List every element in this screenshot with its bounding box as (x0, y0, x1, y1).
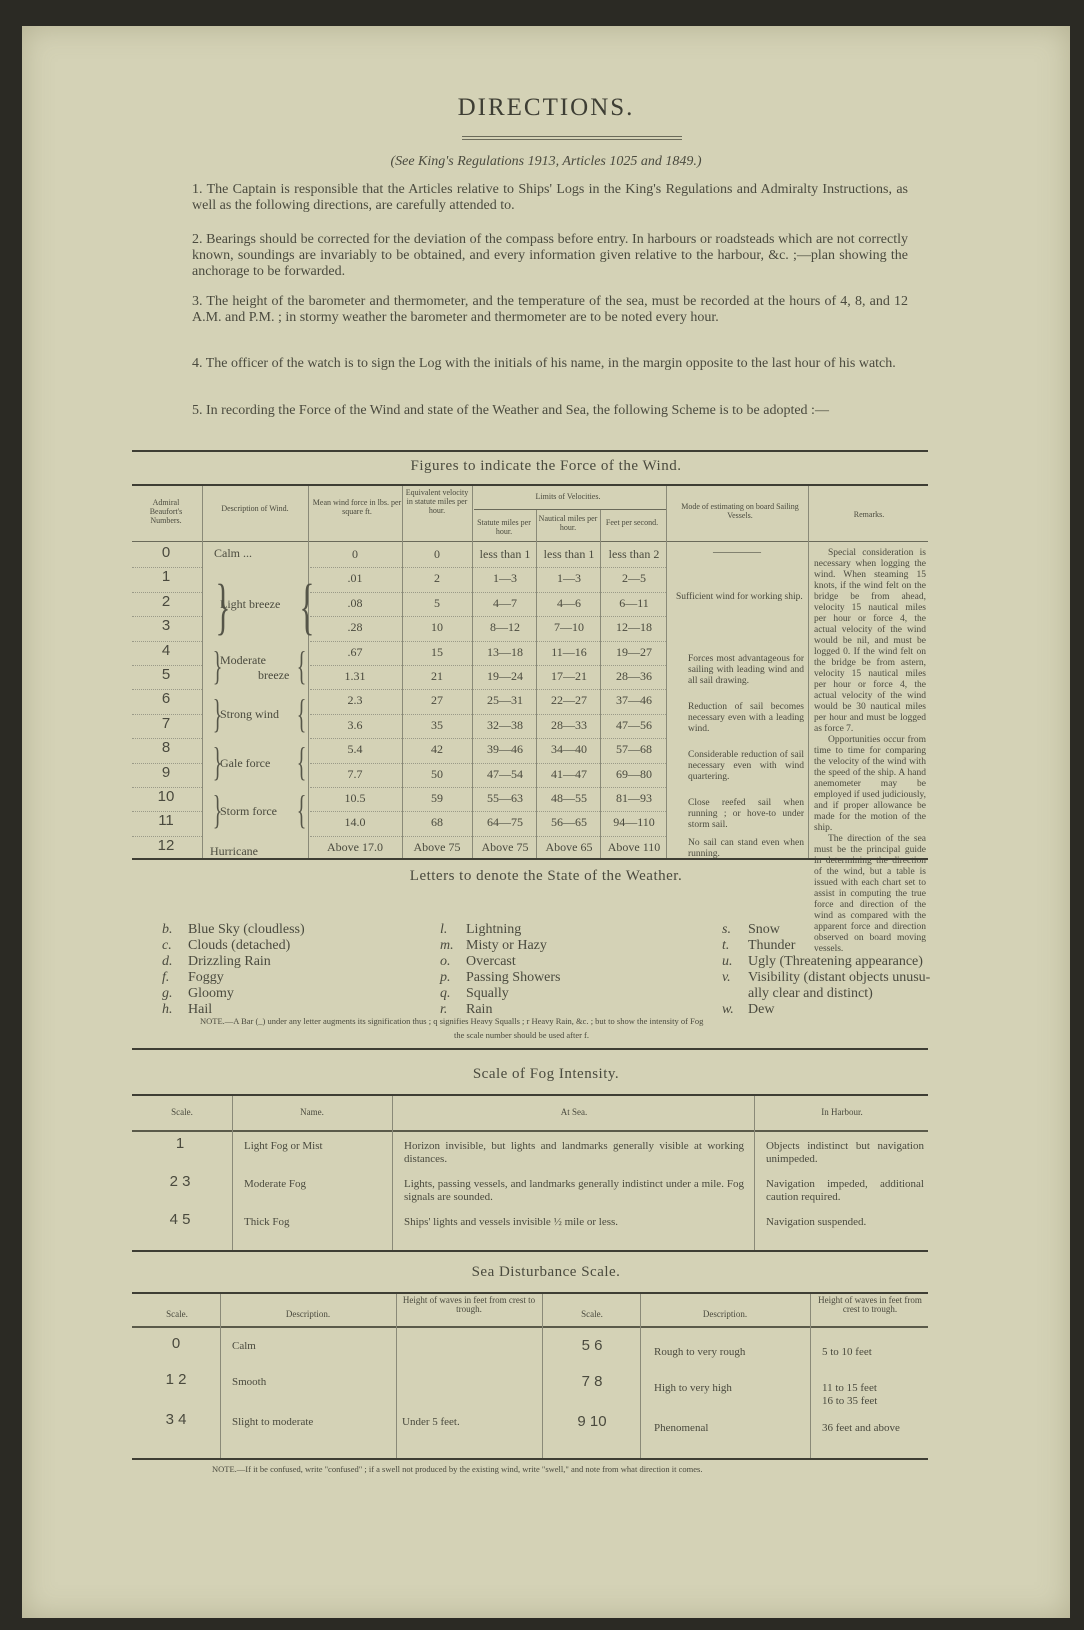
nautical-limit: 22—27 (551, 693, 587, 708)
wind-row-rule (132, 811, 202, 812)
weather-item (162, 922, 305, 938)
remarks-paragraph-2: Opportunities occur from time to time for comparing the velocity of the wind with the speed of the ship. A hand anemometer may be employed if used judiciously, and if proper allowance be made for the motion of the ship. (814, 735, 926, 833)
beaufort-number: 6 (161, 690, 171, 708)
desc-light-breeze: Light breeze (220, 597, 281, 611)
wind-velocity: 68 (431, 815, 443, 830)
statute-limit: Above 75 (481, 839, 529, 854)
sea-description: Slight to moderate (232, 1416, 314, 1428)
beaufort-number: 4 (161, 641, 171, 659)
sea-title: Sea Disturbance Scale. (471, 1264, 621, 1280)
wind-col-divider (402, 486, 403, 858)
nautical-limit: less than 1 (543, 547, 595, 561)
beaufort-number: 12 (157, 836, 175, 854)
wind-row-rule (310, 714, 666, 715)
fog-header-harbour: In Harbour. (821, 1107, 863, 1117)
wind-pressure: 7.7 (347, 766, 363, 781)
sea-description: High to very high (654, 1382, 732, 1394)
header-nautical: Nautical miles per hour. (538, 514, 598, 532)
header-velocity: Equivalent velocity in statute miles per hour. (405, 488, 469, 515)
wind-pressure: Above 17.0 (327, 839, 383, 854)
nautical-limit: 48—55 (551, 791, 587, 805)
sea-scale: 1 2 (165, 1371, 187, 1388)
feet-limit: 69—80 (616, 766, 652, 781)
wind-velocity: Above 75 (413, 839, 461, 854)
desc-storm-force: Storm force (220, 804, 277, 818)
beaufort-number: 10 (157, 788, 175, 805)
weather-item (440, 938, 547, 954)
wind-row-rule (132, 787, 202, 788)
sea-description: Rough to very rough (654, 1346, 746, 1358)
fog-header-rule (132, 1130, 928, 1132)
fog-name: Moderate Fog (244, 1178, 307, 1190)
beaufort-number: 11 (158, 812, 174, 830)
fog-in-harbour: Objects indistinct but navigation unimpeded. (766, 1140, 924, 1165)
nautical-limit: 28—33 (551, 717, 587, 732)
wind-row-rule (310, 665, 666, 666)
wind-velocity: 35 (431, 717, 443, 732)
paragraph-2: 2. Bearings should be corrected for the deviation of the compass before entry. In harbours or roadsteads which are not correctly known, soundings are invariably to be obtained, and every information given relative to the harbour, &c. ;—plan showing the anchorage to be forwarded. (192, 232, 908, 279)
header-beaufort: Admiral Beaufort's Numbers. (149, 498, 183, 525)
weather-meaning: Gloomy (188, 986, 234, 1001)
weather-title: Letters to denote the State of the Weather. (409, 868, 683, 884)
wind-col-divider (666, 486, 667, 858)
wind-velocity: 15 (431, 644, 443, 659)
feet-limit: 94—110 (613, 815, 655, 830)
page-title: DIRECTIONS. (457, 94, 635, 121)
beaufort-number: 3 (161, 617, 171, 635)
sea-wave-height: 36 feet and above (822, 1422, 900, 1434)
weather-letter: h. (162, 1002, 173, 1017)
wind-row-rule (132, 616, 202, 617)
statute-limit: 55—63 (487, 791, 523, 805)
paragraph-1: 1. The Captain is responsible that the Articles relative to Ships' Logs in the King's Regulations and Admiralty Instructions, as well as the following directions, are carefully attended to. (192, 182, 908, 213)
beaufort-number: 2 (161, 592, 171, 610)
nautical-limit: 41—47 (551, 766, 587, 781)
wind-row-rule (310, 738, 666, 739)
nautical-limit: 56—65 (551, 815, 587, 830)
log-page (22, 26, 1070, 1618)
wind-col-divider (808, 486, 809, 858)
wind-row-rule (310, 567, 666, 568)
weather-letter: u. (722, 954, 733, 969)
sea-description: Phenomenal (654, 1422, 709, 1434)
wind-velocity: 2 (434, 571, 440, 586)
mode-moderate: Forces most advantageous for sailing with leading wind and all sail drawing. (688, 654, 804, 686)
statute-limit: 1—3 (493, 571, 517, 586)
wind-pressure: 0 (352, 547, 358, 561)
wind-row-rule (310, 811, 666, 812)
weather-item (722, 1002, 774, 1018)
weather-item (162, 970, 224, 986)
feet-limit: 19—27 (616, 644, 652, 659)
feet-limit: 6—11 (619, 595, 649, 610)
weather-letter: d. (162, 954, 173, 969)
weather-bottom-rule (132, 1048, 928, 1050)
header-mode: Mode of estimating on board Sailing Vessels. (681, 502, 799, 520)
nautical-limit: 17—21 (551, 669, 587, 683)
weather-item (440, 922, 521, 938)
fog-in-harbour: Navigation suspended. (766, 1216, 867, 1228)
feet-limit: 2—5 (622, 571, 646, 586)
sea-col-divider (220, 1294, 221, 1458)
sea-scale: 3 4 (165, 1411, 187, 1428)
statute-limit: 25—31 (487, 693, 523, 708)
weather-letter: b. (162, 922, 173, 937)
wind-velocity: 0 (434, 547, 440, 561)
fog-scale: 2 3 (169, 1173, 191, 1190)
weather-letter: f. (162, 970, 170, 985)
weather-letter: o. (440, 954, 451, 969)
weather-meaning: Misty or Hazy (466, 938, 547, 953)
weather-item (440, 986, 509, 1002)
feet-limit: less than 2 (608, 547, 660, 561)
wind-row-rule (310, 763, 666, 764)
weather-note-line-2: the scale number should be used after f. (454, 1030, 590, 1040)
weather-letter: l. (440, 922, 448, 937)
feet-limit: 12—18 (616, 620, 652, 635)
nautical-limit: 11—16 (551, 644, 587, 659)
statute-limit: 32—38 (487, 717, 523, 732)
wind-row-rule (132, 714, 202, 715)
desc-brace: } (212, 691, 223, 736)
fog-scale: 1 (175, 1135, 185, 1152)
fog-col-divider (392, 1096, 393, 1250)
mode-gale: Considerable reduction of sail necessary even with wind quartering. (688, 750, 804, 782)
desc-moderate-breeze: breeze (258, 668, 290, 682)
wind-velocity: 42 (431, 742, 443, 757)
weather-item (162, 938, 290, 954)
beaufort-number: 8 (161, 739, 171, 757)
wind-col-divider (202, 486, 203, 858)
wind-pressure: 1.31 (344, 669, 366, 683)
wind-row-rule (132, 738, 202, 739)
desc-brace: } (215, 573, 231, 641)
sea-scale: 7 8 (581, 1373, 603, 1390)
feet-limit: 28—36 (616, 669, 652, 683)
fog-in-harbour: Navigation impeded, additional caution required. (766, 1178, 924, 1203)
wind-pressure: 2.3 (347, 693, 363, 708)
sea-wave-height: 16 to 35 feet (822, 1395, 878, 1407)
fog-header-scale: Scale. (171, 1107, 193, 1117)
weather-meaning: Passing Showers (466, 970, 561, 985)
sea-header-description-left: Description. (285, 1309, 331, 1319)
sea-note: NOTE.—If it be confused, write "confused" ; if a swell not produced by the existing wind, write "swell," and note from what direction it comes. (212, 1464, 703, 1474)
feet-limit: 57—68 (616, 742, 652, 757)
sea-col-divider (396, 1294, 397, 1458)
desc-gale-force: Gale force (220, 756, 271, 770)
mode-strong: Reduction of sail becomes necessary even with a leading wind. (688, 702, 804, 734)
nautical-limit: 7—10 (554, 620, 584, 635)
weather-letter: v. (722, 970, 731, 985)
wind-row-rule (132, 763, 202, 764)
sea-header-scale-left: Scale. (166, 1309, 188, 1319)
wind-row-rule (310, 616, 666, 617)
weather-item (162, 986, 234, 1002)
desc-moderate: Moderate (220, 653, 266, 667)
wind-row-rule (310, 836, 666, 837)
weather-item (722, 986, 873, 1002)
sea-bottom-rule (132, 1458, 928, 1460)
sea-description: Calm (232, 1340, 256, 1352)
beaufort-number: 0 (161, 544, 171, 561)
wind-bottom-rule (132, 858, 928, 860)
sea-top-rule (132, 1292, 928, 1294)
statute-limit: 19—24 (487, 669, 523, 683)
sea-col-divider (640, 1294, 641, 1458)
wind-pressure: .08 (347, 595, 363, 610)
weather-letter: r. (440, 1002, 448, 1017)
paragraph-5: 5. In recording the Force of the Wind and state of the Weather and Sea, the following Scheme is to be adopted :— (192, 403, 829, 418)
desc-brace: { (299, 573, 315, 641)
wind-row-rule (132, 567, 202, 568)
header-remarks: Remarks. (853, 510, 885, 519)
mode-light: Sufficient wind for working ship. (676, 592, 803, 602)
header-statute: Statute miles per hour. (477, 518, 531, 536)
page-subtitle: (See King's Regulations 1913, Articles 1025 and 1849.) (390, 154, 702, 169)
sea-header-height-right: Height of waves in feet from crest to trough. (818, 1295, 922, 1314)
wind-row-rule (132, 836, 202, 837)
statute-limit: 47—54 (487, 766, 523, 781)
wind-row-rule (310, 641, 666, 642)
wind-pressure: 10.5 (344, 791, 366, 805)
header-pressure: Mean wind force in lbs. per square ft. (312, 498, 402, 516)
weather-letter: s. (722, 922, 731, 937)
sea-wave-height: Under 5 feet. (402, 1416, 460, 1428)
beaufort-number: 7 (161, 714, 171, 732)
nautical-limit: 4—6 (557, 595, 581, 610)
weather-meaning: Clouds (detached) (188, 938, 291, 953)
weather-note-line-1: NOTE.—A Bar (_) under any letter augments its signification thus ; q signifies Heavy Squalls ; r Heavy Rain, &c. ; but to show the intensity of Fog (200, 1016, 704, 1026)
wind-pressure: 3.6 (347, 717, 363, 732)
wind-row-rule (310, 689, 666, 690)
weather-letter: g. (162, 986, 173, 1001)
beaufort-number: 1 (161, 568, 171, 586)
weather-meaning: Blue Sky (cloudless) (188, 922, 305, 937)
fog-name: Light Fog or Mist (244, 1140, 323, 1152)
weather-meaning: Dew (748, 1002, 775, 1017)
weather-item (162, 954, 271, 970)
weather-meaning: Foggy (188, 970, 224, 985)
weather-letter: w. (722, 1002, 734, 1017)
fog-at-sea: Lights, passing vessels, and landmarks generally indistinct under a mile. Fog signals are sounded. (404, 1178, 744, 1203)
wind-pressure: .67 (347, 644, 363, 659)
weather-letter: c. (162, 938, 172, 953)
wind-top-rule (132, 450, 928, 452)
desc-brace: } (212, 739, 223, 784)
weather-meaning: Thunder (748, 938, 796, 953)
wind-col-divider (600, 510, 601, 858)
feet-limit: Above 110 (607, 839, 661, 854)
weather-letter: q. (440, 986, 451, 1001)
weather-item (722, 922, 780, 938)
statute-limit: less than 1 (479, 547, 531, 561)
fog-bottom-rule (132, 1250, 928, 1252)
fog-title: Scale of Fog Intensity. (472, 1066, 620, 1082)
nautical-limit: 1—3 (557, 571, 581, 586)
fog-top-rule (132, 1094, 928, 1096)
desc-calm: Calm ... (214, 546, 252, 560)
wind-col-divider (472, 486, 473, 858)
weather-letter: p. (440, 970, 451, 985)
wind-pressure: .28 (347, 620, 363, 635)
weather-meaning: ally clear and distinct) (748, 986, 873, 1001)
fog-name: Thick Fog (244, 1216, 290, 1228)
statute-limit: 64—75 (487, 815, 523, 830)
wind-velocity: 27 (431, 693, 443, 708)
sea-header-rule (132, 1326, 928, 1328)
desc-brace: { (296, 787, 307, 832)
mode-calm: ———— (713, 544, 761, 558)
fog-header-name: Name. (300, 1107, 324, 1117)
feet-limit: 81—93 (616, 791, 652, 805)
weather-item (440, 970, 561, 986)
weather-letter: m. (440, 938, 454, 953)
nautical-limit: 34—40 (551, 742, 587, 757)
feet-limit: 37—46 (616, 693, 652, 708)
wind-row-rule (132, 665, 202, 666)
header-feet: Feet per second. (605, 518, 659, 527)
wind-col-divider (308, 486, 309, 858)
weather-meaning: Ugly (Threatening appearance) (748, 954, 923, 969)
sea-description: Smooth (232, 1376, 267, 1388)
wind-row-rule (132, 641, 202, 642)
wind-velocity: 21 (431, 669, 443, 683)
wind-row-rule (132, 592, 202, 593)
fog-header-sea: At Sea. (560, 1107, 588, 1117)
wind-row-rule (132, 689, 202, 690)
wind-row-rule (310, 787, 666, 788)
header-description: Description of Wind. (221, 504, 289, 513)
desc-brace: { (296, 643, 307, 688)
desc-hurricane: Hurricane (210, 844, 258, 858)
paragraph-3: 3. The height of the barometer and thermometer, and the temperature of the sea, must be recorded at the hours of 4, 8, and 12 A.M. and P.M. ; in stormy weather the barometer and thermometer are to be noted every hour. (192, 294, 908, 325)
desc-brace: { (296, 739, 307, 784)
header-limits: Limits of Velocities. (535, 492, 601, 501)
remarks-paragraph-3: The direction of the sea must be the principal guide in determining the direction of the wind, but a table is issued with each chart set to assist in computing the true force and direction of the wind as compared with the apparent force and direction observed on board moving vessels. (814, 834, 926, 954)
fog-at-sea: Ships' lights and vessels invisible ½ mile or less. (404, 1216, 619, 1228)
remarks-paragraph-1: Special consideration is necessary when logging the wind. When steaming 15 knots, if the wind felt on the bridge be from ahead, velocity 15 nautical miles per hour or force 4, the actual velocity of the wind would be nil, and must be logged 0. If the wind felt on the bridge be from astern, velocity 15 nautical miles per hour or force 4, the actual velocity of the wind would be 30 nautical miles per hour and must be logged as force 7. (814, 548, 926, 734)
wind-row-rule (310, 592, 666, 593)
wind-pressure: 14.0 (344, 815, 366, 830)
fog-at-sea: Horizon invisible, but lights and landmarks generally visible at working distances. (404, 1140, 744, 1165)
title-rule (462, 136, 682, 140)
weather-meaning: Lightning (466, 922, 522, 937)
desc-brace: } (212, 787, 223, 832)
fog-col-divider (754, 1096, 755, 1250)
desc-strong-wind: Strong wind (220, 707, 280, 721)
weather-meaning: Rain (466, 1002, 493, 1017)
weather-item (722, 954, 923, 970)
weather-meaning: Visibility (distant objects unusu- (748, 970, 931, 985)
desc-brace: { (296, 691, 307, 736)
statute-limit: 4—7 (493, 595, 517, 610)
paragraph-4: 4. The officer of the watch is to sign the Log with the initials of his name, in the margin opposite to the last hour of his watch. (192, 356, 896, 371)
statute-limit: 39—46 (487, 742, 523, 757)
sea-scale: 9 10 (577, 1413, 607, 1430)
sea-col-divider (542, 1294, 543, 1458)
sea-scale: 5 6 (581, 1337, 603, 1354)
beaufort-number: 9 (161, 763, 171, 781)
sea-header-scale-right: Scale. (581, 1309, 603, 1319)
weather-meaning: Hail (188, 1002, 213, 1017)
sea-scale: 0 (171, 1335, 181, 1352)
weather-item (722, 970, 930, 986)
fog-scale: 4 5 (169, 1211, 191, 1228)
wind-col-divider (536, 510, 537, 858)
sea-header-description-right: Description. (702, 1309, 748, 1319)
mode-hurricane: No sail can stand even when running. (688, 838, 804, 859)
weather-meaning: Drizzling Rain (188, 954, 271, 969)
wind-velocity: 5 (434, 595, 440, 610)
sea-col-divider (810, 1294, 811, 1458)
wind-pressure: .01 (347, 571, 363, 586)
wind-pressure: 5.4 (347, 742, 363, 757)
wind-remarks (814, 548, 926, 955)
wind-velocity: 50 (431, 766, 443, 781)
weather-letter: t. (722, 938, 730, 953)
weather-meaning: Snow (748, 922, 780, 937)
wind-table-title: Figures to indicate the Force of the Wind. (410, 458, 682, 474)
nautical-limit: Above 65 (545, 839, 593, 854)
mode-storm: Close reefed sail when running ; or hove-to under storm sail. (688, 798, 804, 830)
statute-limit: 8—12 (490, 620, 520, 635)
feet-limit: 47—56 (616, 717, 652, 732)
weather-meaning: Overcast (466, 954, 516, 969)
sea-wave-height: 11 to 15 feet (822, 1382, 877, 1394)
sea-wave-height: 5 to 10 feet (822, 1346, 872, 1358)
sea-header-height-left: Height of waves in feet from crest to trough. (402, 1295, 536, 1314)
weather-item (440, 954, 516, 970)
limits-subheader-rule (474, 509, 666, 510)
statute-limit: 13—18 (487, 644, 523, 659)
wind-velocity: 59 (431, 791, 443, 805)
wind-velocity: 10 (431, 620, 443, 635)
weather-item (722, 938, 795, 954)
weather-meaning: Squally (466, 986, 509, 1001)
desc-brace: } (212, 643, 223, 688)
fog-col-divider (232, 1096, 233, 1250)
beaufort-number: 5 (161, 666, 171, 683)
